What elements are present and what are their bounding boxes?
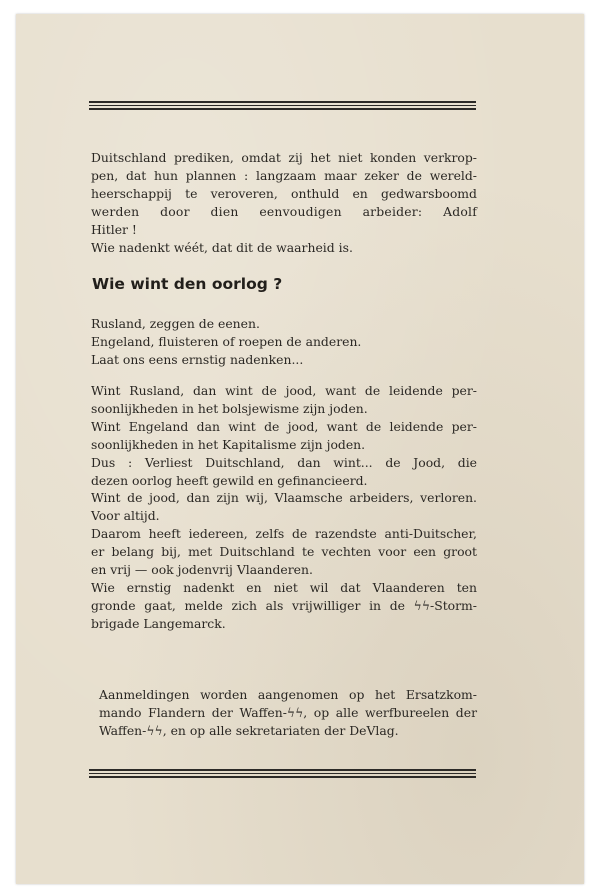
text-line: dezen oorlog heeft gewild en gefinancieerd. [91,472,368,488]
text-line: soonlijkheden in het bolsjewisme zijn joden. [91,400,368,416]
text-line: Rusland, zeggen de eenen. [91,316,260,331]
text-line: Hitler ! [91,221,137,237]
text-line: Dus : Verliest Duitschland, dan wint... de Jood, die [91,454,477,470]
text-line: Wint Rusland, dan wint de jood, want de leidende per- [91,383,477,398]
registration-paragraph [99,686,477,740]
text-line: Wie nadenkt wéét, dat dit de waarheid is. [91,239,353,255]
argument-paragraph [91,382,477,633]
text-line: Duitschland prediken, omdat zij het niet konden verkrop- [91,150,477,165]
text-line: Voor altijd. [91,508,160,524]
text-line: en vrij — ook jodenvrij Vlaanderen. [91,562,313,578]
text-line: gronde gaat, melde zich als vrijwilliger in de ϟϟ-Storm- [91,597,477,613]
text-line: werden door dien eenvoudigen arbeider: Adolf [91,203,477,219]
answers-paragraph [91,315,477,369]
text-line: Wint Engeland dan wint de jood, want de leidende per- [91,418,477,434]
text-line: Wie ernstig nadenkt en niet wil dat Vlaanderen ten [91,579,477,595]
text-line: mando Flandern der Waffen-ϟϟ, op alle werfbureelen der [99,704,477,720]
text-line: pen, dat hun plannen : langzaam maar zeker de wereld- [91,167,477,183]
text-line: heerschappij te veroveren, onthuld en gedwarsboomd [91,185,477,201]
text-line: Engeland, fluisteren of roepen de anderen. [91,333,362,349]
text-line: Laat ons eens ernstig nadenken... [91,351,304,367]
text-line: Waffen-ϟϟ, en op alle sekretariaten der DeVlag. [99,722,399,738]
text-line: er belang bij, met Duitschland te vechten voor een groot [91,544,477,560]
text-line: Wint de jood, dan zijn wij, Vlaamsche arbeiders, verloren. [91,490,477,506]
text-line: Daarom heeft iedereen, zelfs de razendste anti-Duitscher, [91,526,477,542]
text-line: brigade Langemarck. [91,615,226,631]
intro-paragraph [91,149,477,256]
text-line: soonlijkheden in het Kapitalisme zijn joden. [91,436,366,452]
bottom-double-rule [89,769,476,778]
text-line: Aanmeldingen worden aangenomen op het Ersatzkom- [99,687,477,702]
top-double-rule [89,101,476,110]
section-heading: Wie wint den oorlog ? [92,275,283,293]
